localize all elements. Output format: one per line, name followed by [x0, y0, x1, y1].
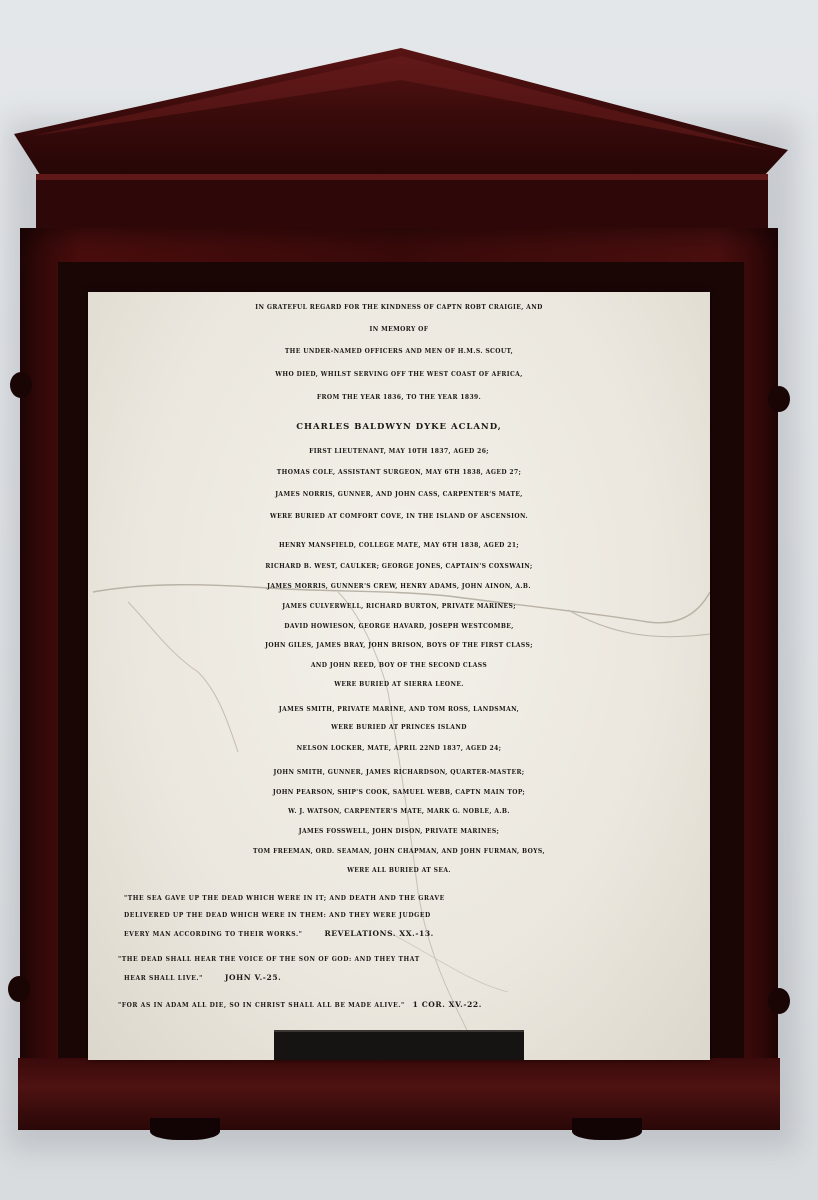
frame-foot-left: [150, 1118, 220, 1140]
at-sea-line: JOHN SMITH, GUNNER, JAMES RICHARDSON, QUARTER-MASTER;: [273, 769, 525, 776]
frame-foot-right: [572, 1118, 642, 1140]
heading-line: THE UNDER-NAMED OFFICERS AND MEN OF H.M.S. SCOUT,: [284, 348, 514, 355]
frame-knob-right-top: [768, 386, 790, 412]
frame-base: [18, 1058, 780, 1130]
ascension-line: WERE BURIED AT COMFORT COVE, IN THE ISLAND OF ASCENSION.: [270, 513, 528, 520]
ascension-line: JAMES NORRIS, GUNNER, AND JOHN CASS, CARPENTER'S MATE,: [275, 491, 523, 498]
at-sea-line: WERE ALL BURIED AT SEA.: [347, 867, 451, 874]
quote-line: "THE SEA GAVE UP THE DEAD WHICH WERE IN IT; AND DEATH AND THE GRAVE: [124, 895, 445, 902]
sierra-leone-line: RICHARD B. WEST, CAULKER; GEORGE JONES, CAPTAIN'S COXSWAIN;: [265, 563, 533, 570]
frame-knob-right-bottom: [768, 988, 790, 1014]
ascension-line: FIRST LIEUTENANT, MAY 10TH 1837, AGED 26;: [309, 448, 489, 455]
at-sea-line: NELSON LOCKER, MATE, APRIL 22ND 1837, AGED 24;: [296, 745, 502, 752]
frame-knob-left-bottom: [8, 976, 30, 1002]
quote-text: EVERY MAN ACCORDING TO THEIR WORKS.": [124, 931, 303, 938]
ascension-line: THOMAS COLE, ASSISTANT SURGEON, MAY 6TH 1838, AGED 27;: [276, 469, 522, 476]
ascension-line: CHARLES BALDWYN DYKE ACLAND,: [296, 422, 502, 432]
sierra-leone-line: JOHN GILES, JAMES BRAY, JOHN BRISON, BOYS OF THE FIRST CLASS;: [265, 642, 533, 649]
frame-knob-left-top: [10, 372, 32, 398]
quote-text: HEAR SHALL LIVE.": [124, 975, 203, 982]
quote-line: [124, 973, 710, 982]
scripture-reference: JOHN V.-25.: [224, 973, 282, 982]
marble-cracks: [88, 292, 710, 1060]
heading-line: FROM THE YEAR 1836, TO THE YEAR 1839.: [316, 394, 482, 401]
sierra-leone-line: JAMES MORRIS, GUNNER'S CREW, HENRY ADAMS, JOHN AINON, A.B.: [267, 583, 531, 590]
at-sea-line: JAMES FOSSWELL, JOHN DISON, PRIVATE MARINES;: [298, 828, 500, 835]
quote-line: "THE DEAD SHALL HEAR THE VOICE OF THE SON OF GOD: AND THEY THAT: [118, 956, 420, 963]
heading-line: IN GRATEFUL REGARD FOR THE KINDNESS OF CAPTN ROBT CRAIGIE, AND: [255, 304, 543, 311]
sierra-leone-line: HENRY MANSFIELD, COLLEGE MATE, MAY 6TH 1838, AGED 21;: [278, 542, 520, 549]
scripture-reference: 1 COR. XV.-22.: [412, 1000, 482, 1009]
sierra-leone-line: WERE BURIED AT SIERRA LEONE.: [334, 681, 464, 688]
memorial-plaque: [88, 292, 710, 1060]
princes-island-line: JAMES SMITH, PRIVATE MARINE, AND TOM ROSS, LANDSMAN,: [278, 706, 520, 713]
quote-line: [118, 1000, 710, 1009]
heading-line: WHO DIED, WHILST SERVING OFF THE WEST COAST OF AFRICA,: [275, 371, 523, 378]
sierra-leone-line: DAVID HOWIESON, GEORGE HAVARD, JOSEPH WESTCOMBE,: [284, 623, 514, 630]
quote-line: DELIVERED UP THE DEAD WHICH WERE IN THEM: AND THEY WERE JUDGED: [124, 912, 431, 919]
scripture-reference: REVELATIONS. XX.-13.: [324, 929, 434, 938]
princes-island-line: WERE BURIED AT PRINCES ISLAND: [331, 724, 467, 731]
frame-pediment: [14, 46, 788, 256]
sierra-leone-line: AND JOHN REED, BOY OF THE SECOND CLASS: [310, 662, 488, 669]
at-sea-line: W. J. WATSON, CARPENTER'S MATE, MARK G. NOBLE, A.B.: [288, 808, 510, 815]
at-sea-line: JOHN PEARSON, SHIP'S COOK, SAMUEL WEBB, CAPTN MAIN TOP;: [272, 789, 526, 796]
quote-text: "FOR AS IN ADAM ALL DIE, SO IN CHRIST SHALL ALL BE MADE ALIVE.": [118, 1002, 405, 1009]
sierra-leone-line: JAMES CULVERWELL, RICHARD BURTON, PRIVATE MARINES;: [282, 603, 516, 610]
plaque-bottom-slot: [274, 1030, 524, 1060]
quote-line: [124, 929, 710, 938]
at-sea-line: TOM FREEMAN, ORD. SEAMAN, JOHN CHAPMAN, AND JOHN FURMAN, BOYS,: [253, 848, 545, 855]
heading-line: IN MEMORY OF: [369, 326, 429, 333]
